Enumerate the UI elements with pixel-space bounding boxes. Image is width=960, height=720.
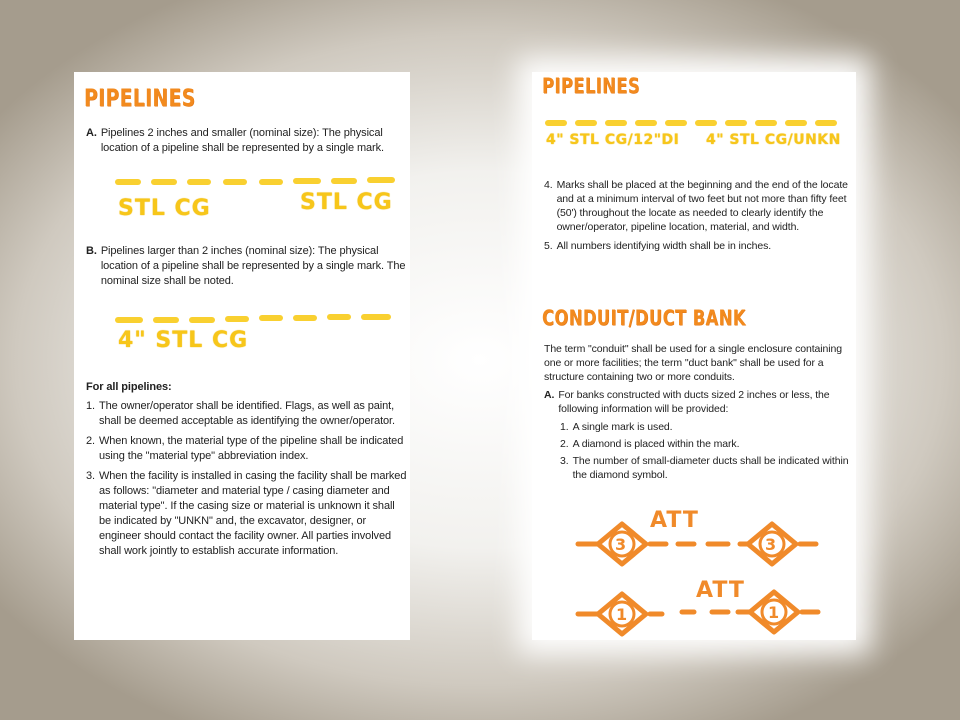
item-a-label: A. [86, 127, 97, 139]
left-page [74, 72, 410, 640]
mark-label-4in-stl-cg: 4" STL CG [118, 328, 249, 353]
subitem-2-text: A diamond is placed within the mark. [572, 438, 740, 450]
rule-4-text: Marks shall be placed at the beginning and the end of the locate and at a minimum interval of two feet but not more than fifty feet (50') throughout the locate as needed to clearly identify the owner/operator, pipeline location, material, and width. [556, 179, 848, 233]
subitem-3-num: 3. [560, 455, 569, 467]
rule-2-num: 2. [86, 435, 95, 447]
item-b-label: B. [86, 245, 97, 257]
item-a-text: Pipelines 2 inches and smaller (nominal size): The physical location of a pipeline shall be represented by a single mark. [100, 127, 384, 154]
subitem-3-text: The number of small-diameter ducts shall be indicated within the diamond symbol. [572, 455, 849, 481]
mark-label-casing-unkn: 4" STL CG/UNKN [706, 132, 841, 148]
conduit-duct-bank-heading: CONDUIT/DUCT BANK [542, 306, 746, 330]
rule-3 [86, 469, 408, 559]
mark-label-casing-di: 4" STL CG/12"DI [546, 132, 680, 148]
all-pipelines-section [86, 380, 408, 559]
right-page [532, 72, 856, 640]
diagram1-owner: ATT [650, 508, 699, 533]
subitem-2-num: 2. [560, 438, 569, 450]
rule-3-num: 3. [86, 470, 95, 482]
rule-2 [86, 434, 408, 464]
diagram2-count-left: 1 [616, 605, 628, 624]
diagram2-owner: ATT [696, 578, 745, 603]
item-b-text: Pipelines larger than 2 inches (nominal size): The physical location of a pipeline shall be represented by a single mark. The nominal size shall be noted. [100, 245, 406, 287]
pipelines-heading-right: PIPELINES [542, 74, 641, 98]
rule-3-text: When the facility is installed in casing the facility shall be marked as follows: "diameter and material type / casing diameter and material type". If the casing size or material is unknown it shall be indicated by "UNKN" and, the excavator, designer, or engineer should contact the facility owner. All parties involved shall work jointly to establish accurate information. [98, 470, 407, 557]
diagram1-count-left: 3 [615, 535, 627, 554]
rule-1 [86, 399, 408, 429]
rule-5-text: All numbers identifying width shall be in inches. [556, 240, 772, 252]
rule-1-num: 1. [86, 400, 95, 412]
rule-5-num: 5. [544, 240, 553, 252]
conduit-item-a-label: A. [544, 389, 555, 401]
pipelines-heading: PIPELINES [84, 84, 196, 112]
rule-1-text: The owner/operator shall be identified. Flags, as well as paint, shall be deemed acceptable as identifying the owner/operator. [98, 400, 395, 427]
subitem-1-text: A single mark is used. [572, 421, 673, 433]
mark-label-stl-cg-2: STL CG [300, 190, 393, 215]
subitem-1-num: 1. [560, 421, 569, 433]
rule-2-text: When known, the material type of the pipeline shall be indicated using the "material type" abbreviation index. [98, 435, 404, 462]
rule-4-num: 4. [544, 179, 553, 191]
diagram2-count-right: 1 [768, 603, 780, 622]
duct-bank-diagram-1 [532, 72, 856, 640]
diagram1-count-right: 3 [765, 535, 777, 554]
conduit-intro: The term "conduit" shall be used for a single enclosure containing one or more facilities; the term "duct bank" shall be used for a structure containing two or more conduits. [544, 343, 842, 383]
for-all-pipelines-heading: For all pipelines: [86, 381, 172, 393]
mark-label-stl-cg-1: STL CG [118, 196, 211, 221]
conduit-item-a-text: For banks constructed with ducts sized 2 inches or less, the following information will be provided: [558, 389, 830, 415]
